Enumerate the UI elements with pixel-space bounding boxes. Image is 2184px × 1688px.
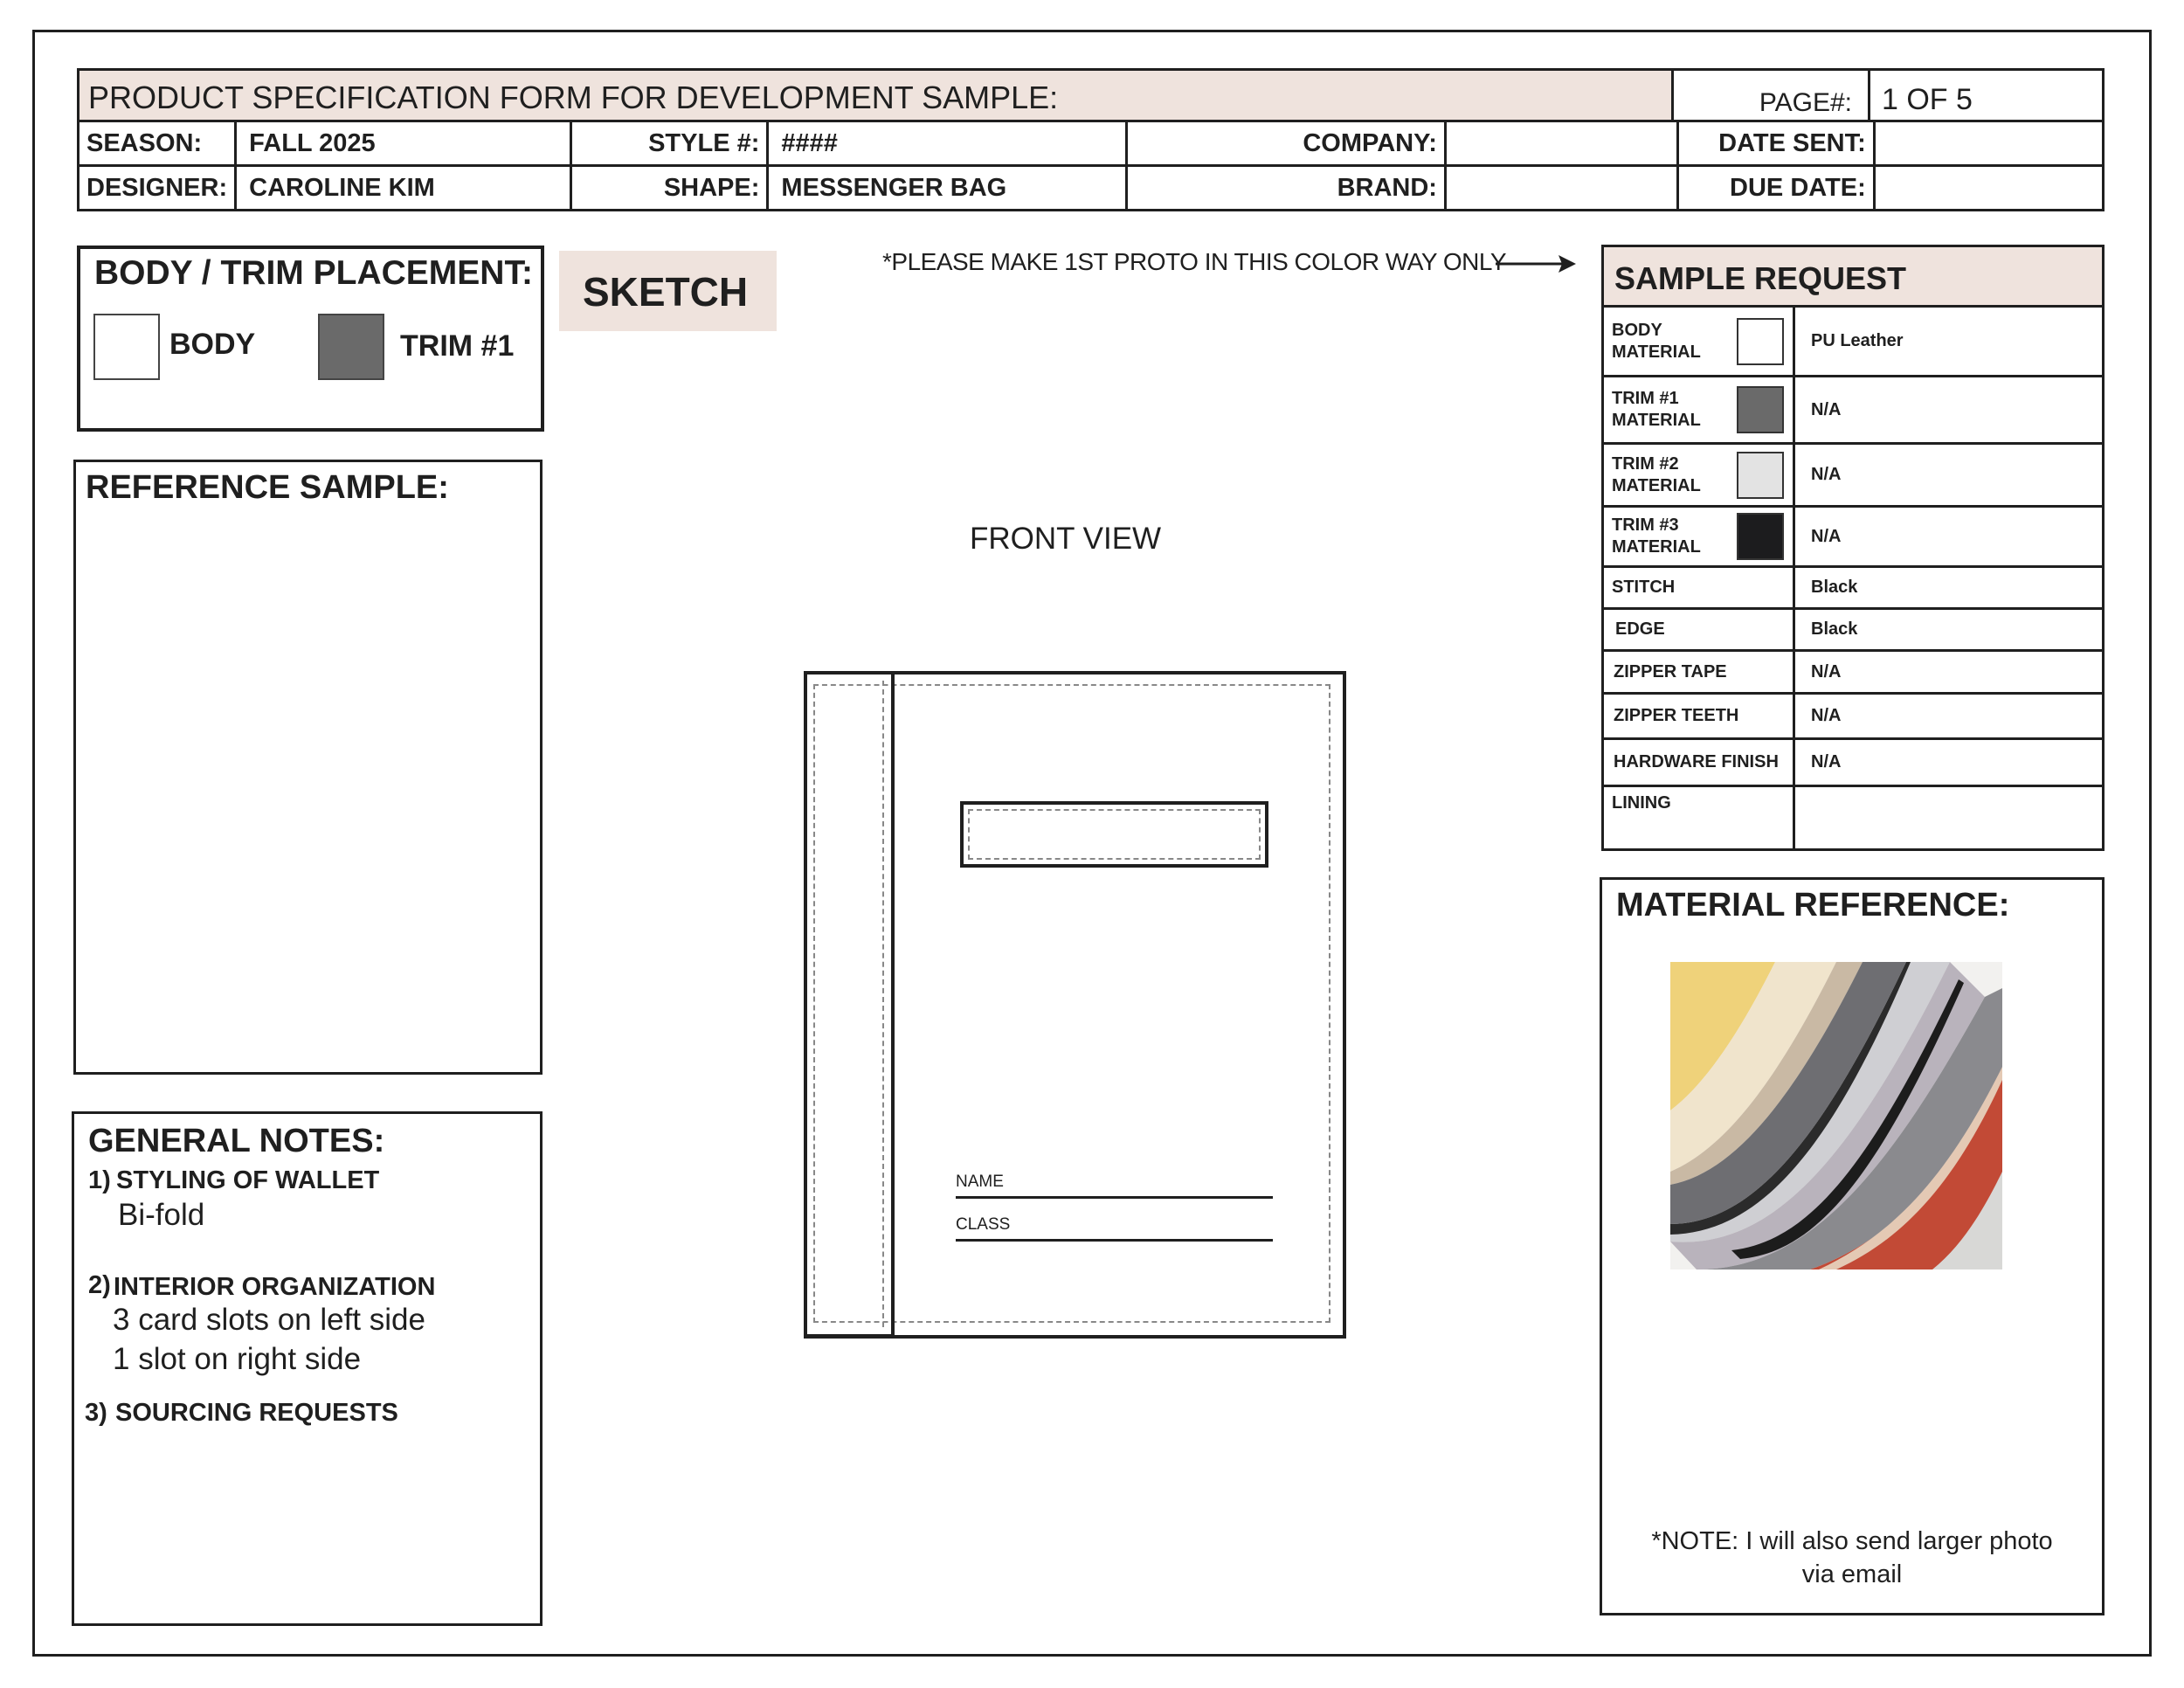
date-sent-label: DATE SENT: (1678, 121, 1875, 166)
leather-rolls-image (1670, 962, 2002, 1269)
header-row-2 (79, 166, 2104, 211)
style-field[interactable]: #### (768, 121, 1127, 166)
form-title: PRODUCT SPECIFICATION FORM FOR DEVELOPMENT SAMPLE: (77, 68, 1674, 122)
page-label: PAGE#: (1759, 88, 1852, 117)
note-1-text: Bi-fold (118, 1198, 205, 1232)
reference-sample-box (73, 460, 543, 1075)
designer-label: DESIGNER: (79, 166, 236, 211)
company-label: COMPANY: (1127, 121, 1446, 166)
page-value: 1 OF 5 (1882, 83, 1973, 116)
bag-name-window (960, 801, 1268, 868)
sample-row (1603, 651, 2104, 694)
material-swatch-photo (1670, 962, 2002, 1269)
sample-request-title: SAMPLE REQUEST (1601, 245, 2105, 308)
lining-label: LINING (1603, 786, 1794, 850)
trim-1-material-value[interactable]: N/A (1794, 377, 2104, 444)
edge-label: EDGE (1603, 609, 1794, 651)
sample-row (1603, 609, 2104, 651)
trim-3-material-swatch (1737, 513, 1784, 560)
trim-swatch (318, 314, 384, 380)
front-view-label: FRONT VIEW (970, 522, 1162, 556)
style-label: STYLE #: (571, 121, 768, 166)
header-row-1 (79, 121, 2104, 166)
trim-3-material-value[interactable]: N/A (1794, 507, 2104, 567)
arrow-right-icon (1494, 253, 1578, 274)
bag-sketch-front (804, 671, 1346, 1339)
reference-sample-title: REFERENCE SAMPLE: (86, 469, 449, 506)
material-note-line-1: *NOTE: I will also send larger photo (1651, 1527, 2053, 1555)
page-label-cell (1671, 68, 1870, 122)
trim-1-material-swatch (1737, 386, 1784, 433)
sample-row (1603, 694, 2104, 739)
zipper-teeth-label: ZIPPER TEETH (1603, 694, 1794, 739)
class-line-label: CLASS (956, 1215, 1011, 1234)
strap-stitch-line (882, 681, 884, 1327)
class-line (956, 1239, 1273, 1242)
brand-field[interactable] (1445, 166, 1677, 211)
note-3-number: 3) (85, 1399, 107, 1427)
name-line-label: NAME (956, 1173, 1004, 1191)
designer-field[interactable]: CAROLINE KIM (236, 166, 571, 211)
brand-label: BRAND: (1127, 166, 1446, 211)
page-value-cell (1868, 68, 2105, 122)
note-1-title: STYLING OF WALLET (116, 1166, 380, 1194)
sample-row (1603, 567, 2104, 609)
hardware-finish-value[interactable]: N/A (1794, 739, 2104, 786)
name-line (956, 1196, 1273, 1199)
hardware-finish-label: HARDWARE FINISH (1603, 739, 1794, 786)
note-2-line-2: 1 slot on right side (113, 1342, 362, 1376)
shape-label: SHAPE: (571, 166, 768, 211)
material-reference-box (1600, 877, 2105, 1615)
colorway-note-text: *PLEASE MAKE 1ST PROTO IN THIS COLOR WAY ONLY (882, 248, 1507, 275)
general-notes-title: GENERAL NOTES: (88, 1123, 385, 1159)
zipper-teeth-value[interactable]: N/A (1794, 694, 2104, 739)
date-sent-field[interactable] (1874, 121, 2103, 166)
note-2-title: INTERIOR ORGANIZATION (114, 1273, 436, 1301)
note-2-line-1: 3 card slots on left side (113, 1303, 425, 1337)
sketch-heading: SKETCH (559, 251, 777, 331)
season-field[interactable]: FALL 2025 (236, 121, 571, 166)
season-label: SEASON: (79, 121, 236, 166)
colorway-note (882, 248, 1506, 276)
trim-2-material-swatch (1737, 452, 1784, 499)
stitch-value[interactable]: Black (1794, 567, 2104, 609)
sample-row (1603, 444, 2104, 507)
note-3-title: SOURCING REQUESTS (115, 1399, 398, 1427)
sample-request-table (1601, 305, 2105, 851)
due-date-field[interactable] (1874, 166, 2103, 211)
zipper-tape-label: ZIPPER TAPE (1603, 651, 1794, 694)
material-note-line-2: via email (1801, 1560, 1903, 1588)
sample-row-label: TRIM #2 MATERIAL (1603, 444, 1794, 507)
sample-row (1603, 507, 2104, 567)
body-label: BODY (169, 328, 256, 361)
zipper-tape-value[interactable]: N/A (1794, 651, 2104, 694)
sample-row-label: TRIM #1 MATERIAL (1603, 377, 1794, 444)
sample-row (1603, 786, 2104, 850)
body-swatch (93, 314, 160, 380)
placement-title: BODY / TRIM PLACEMENT: (94, 254, 533, 292)
header-table (77, 120, 2105, 211)
bag-strap (804, 671, 895, 1339)
material-reference-title: MATERIAL REFERENCE: (1616, 887, 2010, 924)
body-material-value[interactable]: PU Leather (1794, 307, 2104, 377)
trim-label: TRIM #1 (400, 329, 515, 363)
note-2-number: 2) (88, 1271, 111, 1299)
general-notes-box (72, 1111, 543, 1626)
edge-value[interactable]: Black (1794, 609, 2104, 651)
sample-row (1603, 377, 2104, 444)
sample-row-label: TRIM #3 MATERIAL (1603, 507, 1794, 567)
lining-value[interactable] (1794, 786, 2104, 850)
material-note (1602, 1525, 2102, 1591)
due-date-label: DUE DATE: (1678, 166, 1875, 211)
company-field[interactable] (1445, 121, 1677, 166)
body-material-swatch (1737, 318, 1784, 365)
sample-row (1603, 739, 2104, 786)
trim-2-material-value[interactable]: N/A (1794, 444, 2104, 507)
shape-field[interactable]: MESSENGER BAG (768, 166, 1127, 211)
sample-row (1603, 307, 2104, 377)
sample-row-label: BODY MATERIAL (1603, 307, 1794, 377)
body-trim-placement-box (77, 246, 544, 432)
note-1-number: 1) (88, 1166, 111, 1194)
stitch-label: STITCH (1603, 567, 1794, 609)
